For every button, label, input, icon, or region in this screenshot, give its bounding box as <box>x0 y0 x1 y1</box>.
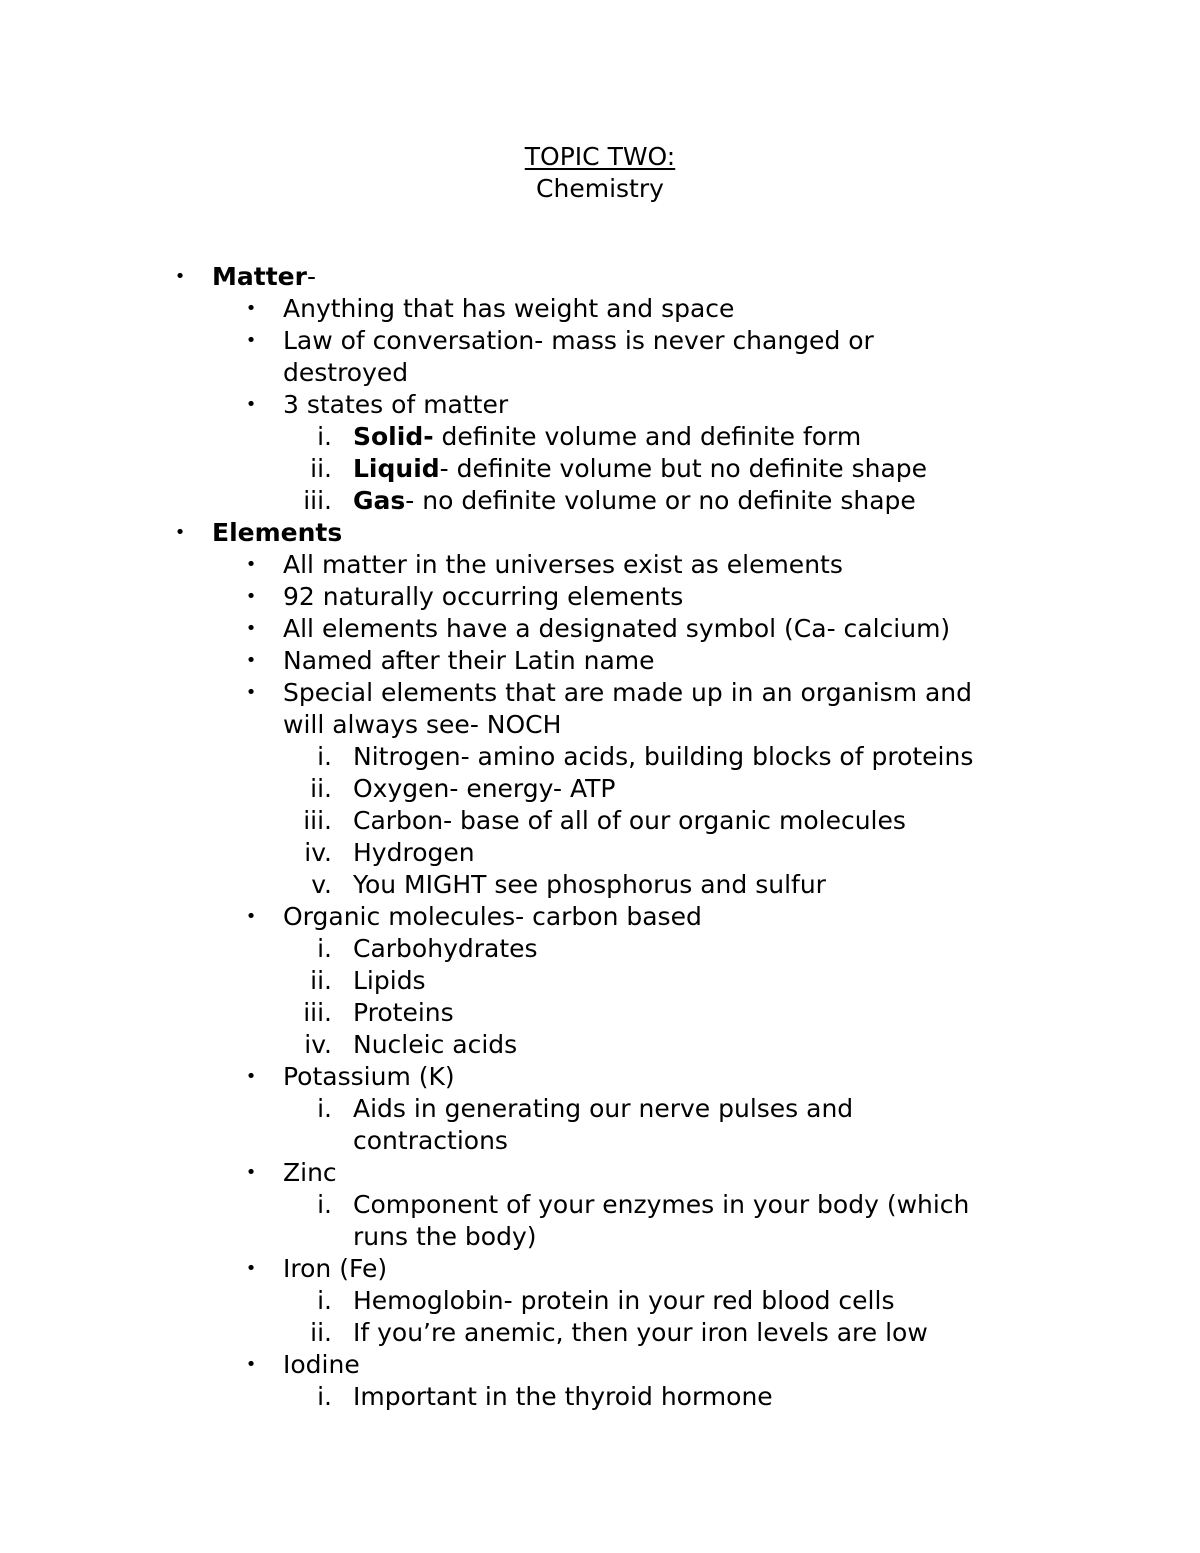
bold-term: Elements <box>212 518 343 547</box>
item-description: Aids in generating our nerve pulses and <box>353 1094 854 1123</box>
bullet-marker: • <box>245 618 257 639</box>
item-text <box>353 1381 773 1413</box>
item-description: Oxygen- energy- ATP <box>353 774 616 803</box>
item-description: - <box>306 262 316 291</box>
item-description: All elements have a designated symbol (Ca- calcium) <box>283 614 951 643</box>
list-item <box>0 1381 1200 1413</box>
item-description: Carbohydrates <box>353 934 538 963</box>
bullet-marker: • <box>245 682 257 703</box>
roman-numeral-marker: ii. <box>310 454 332 483</box>
bold-term: Matter <box>212 262 307 291</box>
item-description: destroyed <box>283 358 409 387</box>
item-description: You MIGHT see phosphorus and sulfur <box>353 870 826 899</box>
outline-heading <box>0 261 1200 293</box>
list-item <box>0 453 1200 485</box>
item-text <box>283 293 734 325</box>
item-description: Lipids <box>353 966 426 995</box>
item-description: Potassium (K) <box>283 1062 455 1091</box>
roman-numeral-marker: v. <box>311 870 332 899</box>
list-item-continuation <box>0 357 1200 389</box>
bullet-marker: • <box>174 522 186 543</box>
bold-term: Gas <box>353 486 406 515</box>
roman-numeral-marker: i. <box>317 1094 332 1123</box>
item-text <box>283 677 972 709</box>
item-description: Anything that has weight and space <box>283 294 735 323</box>
list-item <box>0 677 1200 709</box>
roman-numeral-marker: i. <box>317 1286 332 1315</box>
list-item <box>0 1029 1200 1061</box>
roman-numeral-marker: iii. <box>303 998 332 1027</box>
bullet-marker: • <box>245 330 257 351</box>
item-text <box>283 1157 337 1189</box>
item-description: Special elements that are made up in an organism and <box>283 678 973 707</box>
item-text <box>353 1317 928 1349</box>
bullet-marker: • <box>245 554 257 575</box>
list-item <box>0 773 1200 805</box>
list-item <box>0 1253 1200 1285</box>
item-description: Hydrogen <box>353 838 475 867</box>
bullet-marker: • <box>245 298 257 319</box>
list-item <box>0 1285 1200 1317</box>
item-description: definite volume and definite form <box>433 422 862 451</box>
item-text <box>353 869 826 901</box>
roman-numeral-marker: i. <box>317 1190 332 1219</box>
item-description: Organic molecules- carbon based <box>283 902 702 931</box>
list-item <box>0 1157 1200 1189</box>
item-description: runs the body) <box>353 1222 537 1251</box>
list-item <box>0 485 1200 517</box>
roman-numeral-marker: ii. <box>310 774 332 803</box>
item-text <box>283 357 408 389</box>
bullet-marker: • <box>245 1066 257 1087</box>
list-item <box>0 1317 1200 1349</box>
item-text <box>283 709 561 741</box>
item-text <box>353 453 927 485</box>
page-title: TOPIC TWO: <box>524 142 676 171</box>
item-text <box>283 325 874 357</box>
item-description: Component of your enzymes in your body (which <box>353 1190 970 1219</box>
list-item <box>0 1061 1200 1093</box>
item-text <box>353 965 426 997</box>
item-text <box>283 645 655 677</box>
list-item <box>0 741 1200 773</box>
item-text <box>353 1093 853 1125</box>
bold-term: Liquid <box>353 454 440 483</box>
list-item <box>0 805 1200 837</box>
item-description: Zinc <box>283 1158 337 1187</box>
item-text <box>353 1125 508 1157</box>
list-item-continuation <box>0 1125 1200 1157</box>
list-item <box>0 1093 1200 1125</box>
item-description: 92 naturally occurring elements <box>283 582 684 611</box>
item-text <box>353 1221 537 1253</box>
item-text <box>353 1189 969 1221</box>
list-item <box>0 613 1200 645</box>
list-item <box>0 645 1200 677</box>
item-description: Named after their Latin name <box>283 646 655 675</box>
list-item <box>0 389 1200 421</box>
roman-numeral-marker: ii. <box>310 966 332 995</box>
item-text <box>283 1061 455 1093</box>
item-text <box>353 997 454 1029</box>
page-subtitle: Chemistry <box>536 174 664 203</box>
roman-numeral-marker: i. <box>317 1382 332 1411</box>
title-block <box>0 141 1200 205</box>
item-text <box>353 1029 517 1061</box>
bullet-marker: • <box>245 1258 257 1279</box>
item-description: Nitrogen- amino acids, building blocks of proteins <box>353 742 974 771</box>
item-text <box>353 741 973 773</box>
roman-numeral-marker: i. <box>317 422 332 451</box>
list-item <box>0 549 1200 581</box>
item-text <box>353 933 538 965</box>
roman-numeral-marker: iii. <box>303 806 332 835</box>
item-description: will always see- NOCH <box>283 710 562 739</box>
item-text <box>353 773 615 805</box>
roman-numeral-marker: i. <box>317 934 332 963</box>
item-text <box>283 1349 360 1381</box>
list-item <box>0 1349 1200 1381</box>
bullet-marker: • <box>245 1354 257 1375</box>
item-description: All matter in the universes exist as elements <box>283 550 843 579</box>
list-item <box>0 293 1200 325</box>
item-text <box>353 805 906 837</box>
bullet-marker: • <box>245 906 257 927</box>
list-item <box>0 1189 1200 1221</box>
item-text <box>283 901 702 933</box>
list-item <box>0 325 1200 357</box>
item-description: 3 states of matter <box>283 390 509 419</box>
item-text <box>283 1253 387 1285</box>
item-text <box>283 613 950 645</box>
item-description: - definite volume but no definite shape <box>439 454 928 483</box>
bullet-marker: • <box>245 586 257 607</box>
item-text <box>353 485 916 517</box>
item-description: Important in the thyroid hormone <box>353 1382 773 1411</box>
list-item <box>0 933 1200 965</box>
item-description: Law of conversation- mass is never changed or <box>283 326 874 355</box>
bullet-marker: • <box>174 266 186 287</box>
item-description: - no definite volume or no definite shape <box>405 486 916 515</box>
item-description: Proteins <box>353 998 454 1027</box>
roman-numeral-marker: iv. <box>304 1030 332 1059</box>
item-description: Iron (Fe) <box>283 1254 388 1283</box>
list-item <box>0 837 1200 869</box>
roman-numeral-marker: i. <box>317 742 332 771</box>
item-text <box>212 261 316 293</box>
bullet-marker: • <box>245 1162 257 1183</box>
list-item <box>0 901 1200 933</box>
item-text <box>212 517 342 549</box>
item-description: If you’re anemic, then your iron levels are low <box>353 1318 928 1347</box>
bold-term: Solid- <box>353 422 434 451</box>
roman-numeral-marker: iv. <box>304 838 332 867</box>
list-item <box>0 965 1200 997</box>
item-text <box>353 1285 894 1317</box>
bullet-marker: • <box>245 650 257 671</box>
roman-numeral-marker: ii. <box>310 1318 332 1347</box>
outline-heading <box>0 517 1200 549</box>
item-text <box>353 837 475 869</box>
item-text <box>283 549 843 581</box>
bullet-marker: • <box>245 394 257 415</box>
list-item <box>0 421 1200 453</box>
list-item <box>0 581 1200 613</box>
item-description: Carbon- base of all of our organic molecules <box>353 806 906 835</box>
item-text <box>283 581 683 613</box>
item-description: contractions <box>353 1126 508 1155</box>
item-text <box>283 389 508 421</box>
list-item <box>0 869 1200 901</box>
item-text <box>353 421 861 453</box>
item-description: Nucleic acids <box>353 1030 518 1059</box>
list-item-continuation <box>0 1221 1200 1253</box>
list-item-continuation <box>0 709 1200 741</box>
item-description: Iodine <box>283 1350 360 1379</box>
list-item <box>0 997 1200 1029</box>
roman-numeral-marker: iii. <box>303 486 332 515</box>
item-description: Hemoglobin- protein in your red blood cells <box>353 1286 895 1315</box>
